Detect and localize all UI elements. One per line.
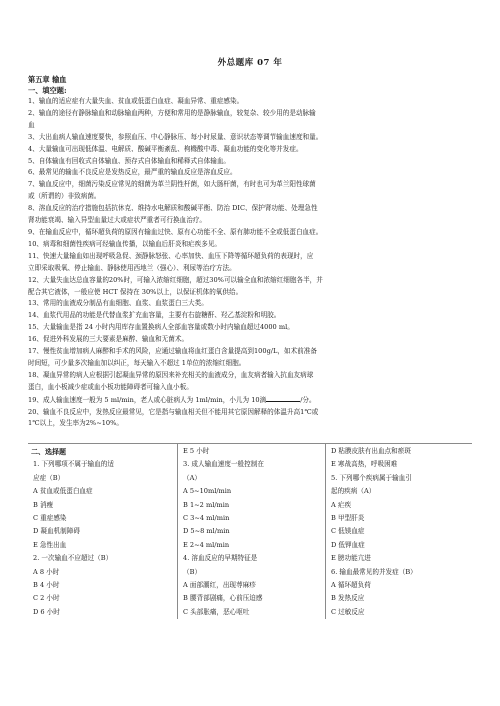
fill-in-line: 1℃以上，发生率为2%~10%。 bbox=[28, 419, 123, 428]
chapter-heading: 第五章 输血 bbox=[28, 75, 67, 84]
option-line: B 发热反应 bbox=[331, 594, 365, 603]
question-line: （B） bbox=[183, 567, 202, 576]
fill-in-line: 9、在输血反应中，循环超负荷的原因有输血过快、原有心功能不全、原有肺功能不全或低蛋白血症。 bbox=[28, 227, 323, 236]
fill-in-line: 17、慢性贫血增加病人麻醉和手术的风险，应通过输血将血红蛋白含量提高到100g/L，如术前准备 bbox=[28, 347, 317, 356]
option-line: A 疟疾 bbox=[331, 500, 352, 509]
fill-in-suffix: /分。 bbox=[300, 395, 316, 404]
fill-in-line: 13、常用的血液成分制品有血细胞、血浆、血浆蛋白三大类。 bbox=[28, 299, 208, 308]
fill-in-line: 4、大量输血可出现低体温、电解质、酸碱平衡紊乱、枸橼酸中毒、凝血功能的变化等并发症。 bbox=[28, 144, 303, 153]
fill-in-line: 11、快速大量输血如出现呼吸急促、颈静脉怒张、心率加快、血压下降等循环超负荷的表现时，应 bbox=[28, 251, 314, 260]
question-line: 1. 下列哪项不属于输血的适 bbox=[33, 460, 114, 469]
fill-in-line: 12、大量失血达总血容量的20%时，可输入浓缩红细胞，超过30%可以输全血和浓缩红细胞各半，并 bbox=[28, 275, 323, 284]
option-line: E 5 小时 bbox=[183, 447, 210, 455]
fill-in-line: 3、大出血病人输血速度要快，参照血压、中心静脉压、每小时尿量、意识状态等调节输血速度和量。 bbox=[28, 132, 323, 141]
option-line: D 粘膜皮肤有出血点和瘀斑 bbox=[331, 447, 411, 455]
option-line: E 急性出血 bbox=[33, 540, 67, 549]
fill-in-list bbox=[28, 96, 472, 430]
question-line: 应症（B） bbox=[33, 473, 65, 482]
document-title: 外总题库 07 年 bbox=[217, 58, 283, 68]
question-line: 3. 成人输血速度一般控制在 bbox=[183, 460, 264, 469]
option-line: B 1~2 ml/min bbox=[183, 500, 230, 509]
choice-columns bbox=[28, 443, 472, 619]
option-line: A 8 小时 bbox=[33, 567, 60, 576]
fill-in-line: 立即采取吸氧、停止输血、静脉使用西地兰（强心）、利尿等治疗方法。 bbox=[28, 263, 236, 272]
fill-in-line: 配合其它液体，一般应使 HCT 保持在 30%以上，以保证机体的氧供给。 bbox=[28, 287, 243, 296]
option-line: D 低钾血症 bbox=[331, 540, 365, 549]
fill-in-line: 10、病毒和细菌性疾病可经输血传播，以输血后肝炎和疟疾多见。 bbox=[28, 239, 222, 248]
option-line: C 3~4 ml/min bbox=[183, 514, 230, 523]
option-line: A 贫血或低蛋白血症 bbox=[33, 487, 93, 496]
option-line: C 低镁血症 bbox=[331, 527, 365, 536]
choice-section bbox=[28, 443, 472, 705]
question-line: 6. 输血最常见的并发症（B） bbox=[331, 567, 417, 576]
question-line: 起的疾病（A） bbox=[331, 487, 376, 496]
option-line: B 4 小时 bbox=[33, 581, 60, 590]
option-line: B 腰背部剧痛，心前压迫感 bbox=[183, 594, 263, 603]
choice-section-heading: 二、选择题 bbox=[31, 447, 66, 456]
choice-column-2 bbox=[178, 444, 326, 619]
question-line: 2. 一次输血不应超过（B） bbox=[33, 554, 113, 563]
fill-in-line: 血 bbox=[28, 120, 35, 129]
option-line: E 寒战高热，呼吸困难 bbox=[331, 460, 398, 469]
fill-in-line: 14、血浆代用品的功能是代替血浆扩充血容量，主要有右旋糖酐、羟乙基淀粉和明胶。 bbox=[28, 311, 281, 320]
fill-in-line: 蛋白，血小板减少症或血小板功能障碍者可输入血小板。 bbox=[28, 382, 193, 391]
option-line: A 面部潮红，出现荨麻疹 bbox=[183, 581, 256, 590]
option-line: C 头部胀痛，恶心呕吐 bbox=[183, 607, 250, 616]
option-line: E 膀功能亢进 bbox=[331, 554, 371, 563]
question-line: 4. 溶血反应的早期特征是 bbox=[183, 554, 258, 563]
choice-column-3 bbox=[326, 444, 472, 619]
fill-in-line: 15、大量输血是指 24 小时内用库存血置换病人全部血容量或数小时内输血超过4000 ml。 bbox=[28, 323, 294, 332]
option-line: C 重症感染 bbox=[33, 514, 67, 523]
fill-in-line: 18、凝血异常的病人应根据引起凝血异常的原因来补充相关的血液成分，血友病者输入抗血友病球 bbox=[28, 370, 314, 379]
fill-in-section-heading: 一、填空题: bbox=[28, 86, 67, 95]
option-line: C 过敏反应 bbox=[331, 607, 365, 616]
option-line: B 消瘦 bbox=[33, 500, 54, 509]
option-line: D 凝血机制障碍 bbox=[33, 527, 80, 536]
option-line: B 甲型肝炎 bbox=[331, 514, 365, 523]
fill-in-line: 时间短，可少量多次输血加以纠正，每天输入不超过 1单位的浓缩红细胞。 bbox=[28, 358, 246, 367]
option-line: E 2~4 ml/min bbox=[183, 540, 230, 549]
option-line: D 6 小时 bbox=[33, 607, 60, 616]
fill-in-line: 5、自体输血有回收式自体输血、预存式自体输血和稀释式自体输血。 bbox=[28, 156, 231, 165]
fill-in-line: 16、促进外科发展的三大要素是麻醉、输血和无菌术。 bbox=[28, 335, 189, 344]
question-line: （A） bbox=[183, 473, 201, 482]
fill-in-text: 19、成人输血速度一般为 5 ml/min，老人或心脏病人为 1ml/min，小儿为 10滴 bbox=[28, 395, 267, 404]
choice-column-1 bbox=[28, 444, 178, 619]
question-line: 5. 下列哪个疾病属于输血引 bbox=[331, 473, 412, 482]
fill-in-line-19 bbox=[28, 394, 472, 407]
fill-in-line: 6、最常见的输血不良反应是发热反应，最严重的输血反应是溶血反应。 bbox=[28, 168, 237, 177]
option-line: C 2 小时 bbox=[33, 594, 60, 603]
fill-in-line: 或（所谓的）非致病菌。 bbox=[28, 192, 101, 201]
fill-in-line: 肾功能衰竭、输入异型血量过大或症状严重者可行换血治疗。 bbox=[28, 216, 207, 225]
fill-in-line: 2、输血的途径有静脉输血和动脉输血两种，方便和常用的是静脉输血，较复杂、较少用的是动脉输 bbox=[28, 108, 316, 117]
fill-in-line: 20、输血不良反应中，发热反应最常见，它是指与输血相关但不能用其它原因解释的体温升高1℃或 bbox=[28, 407, 319, 416]
answer-blank bbox=[266, 394, 300, 402]
fill-in-line: 7、输血反应中，细菌污染反应常见的细菌为革兰阴性杆菌，如大肠杆菌，有时也可为革兰阳性球菌 bbox=[28, 180, 316, 189]
fill-in-line: 8、溶血反应的治疗措施包括抗休克、维持水电解质和酸碱平衡、防治 DIC、保护肾功能、处理急性 bbox=[28, 204, 318, 213]
option-line: D 5~8 ml/min bbox=[183, 527, 230, 536]
option-line: A 循环超负荷 bbox=[331, 581, 371, 590]
option-line: A 5~10ml/min bbox=[183, 487, 232, 496]
fill-in-line: 1、输血的适应症有大量失血、贫血或低蛋白血症、凝血异常、重症感染。 bbox=[28, 97, 244, 105]
